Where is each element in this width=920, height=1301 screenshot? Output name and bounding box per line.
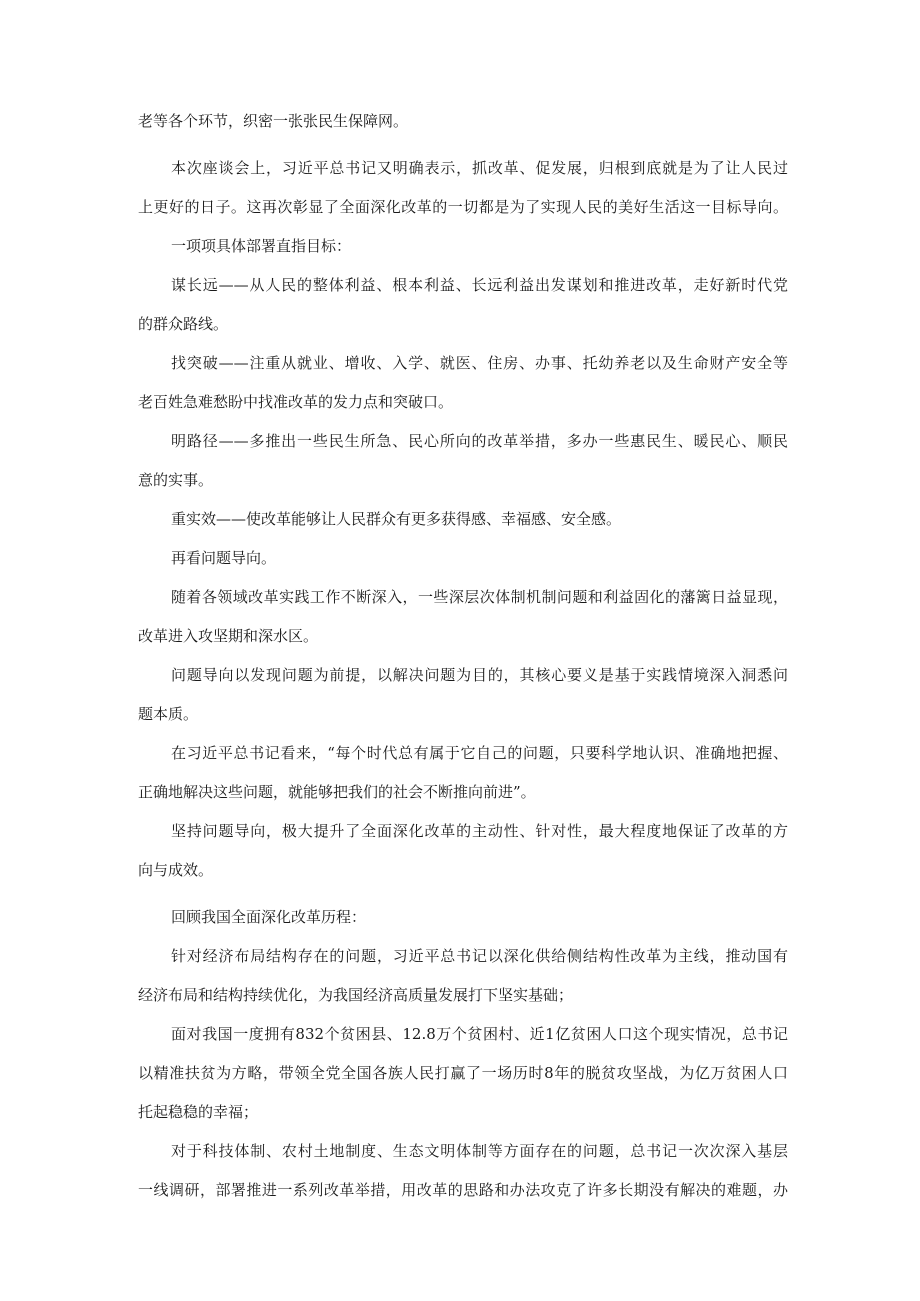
text-line: 意的实事。	[138, 471, 214, 489]
paragraph-first-line: 随着各领域改革实践工作不断深入，一些深层次体制机制问题和利益固化的藩篱日益显现，	[171, 588, 788, 606]
text-line: 的群众路线。	[138, 315, 229, 333]
text-line: 托起稳稳的幸福；	[138, 1103, 259, 1121]
paragraph-first-line: 本次座谈会上，习近平总书记又明确表示，抓改革、促发展，归根到底就是为了让人民过	[171, 159, 788, 177]
text-line: 正确地解决这些问题，就能够把我们的社会不断推向前进”。	[138, 783, 536, 801]
text-line: 改革进入攻坚期和深水区。	[138, 627, 319, 645]
text-line: 经济布局和结构持续优化，为我国经济高质量发展打下坚实基础；	[138, 986, 574, 1004]
paragraph-first-line: 问题导向以发现问题为前提，以解决问题为目的，其核心要义是基于实践情境深入洞悉问	[171, 666, 788, 684]
paragraph-first-line: 再看问题导向。	[171, 549, 277, 567]
text-line: 以精准扶贫为方略，带领全党全国各族人民打赢了一场历时8年的脱贫攻坚战，为亿万贫困人口	[138, 1064, 788, 1082]
text-line: 老百姓急难愁盼中找准改革的发力点和突破口。	[138, 393, 454, 411]
paragraph-first-line: 在习近平总书记看来，“每个时代总有属于它自己的问题，只要科学地认识、准确地把握、	[171, 744, 788, 762]
paragraph-first-line: 面对我国一度拥有832个贫困县、12.8万个贫困村、近1亿贫困人口这个现实情况，总书记	[171, 1025, 788, 1043]
paragraph-first-line: 一项项具体部署直指目标：	[171, 237, 352, 255]
text-line: 向与成效。	[138, 861, 214, 879]
text-line: 一线调研，部署推进一系列改革举措，用改革的思路和办法攻克了许多长期没有解决的难题，办	[138, 1181, 788, 1199]
paragraph-first-line: 明路径——多推出一些民生所急、民心所向的改革举措，多办一些惠民生、暖民心、顺民	[171, 432, 788, 450]
paragraph-first-line: 重实效——使改革能够让人民群众有更多获得感、幸福感、安全感。	[171, 510, 622, 528]
paragraph-first-line: 对于科技体制、农村土地制度、生态文明体制等方面存在的问题，总书记一次次深入基层	[171, 1142, 788, 1160]
paragraph-first-line: 谋长远——从人民的整体利益、根本利益、长远利益出发谋划和推进改革，走好新时代党	[171, 276, 788, 294]
text-line: 题本质。	[138, 705, 199, 723]
paragraph-first-line: 坚持问题导向，极大提升了全面深化改革的主动性、针对性，最大程度地保证了改革的方	[171, 822, 788, 840]
text-line: 老等各个环节，织密一张张民生保障网。	[138, 112, 409, 130]
text-line: 上更好的日子。这再次彰显了全面深化改革的一切都是为了实现人民的美好生活这一目标导向。	[138, 198, 788, 216]
paragraph-first-line: 回顾我国全面深化改革历程：	[171, 908, 367, 926]
paragraph-first-line: 找突破——注重从就业、增收、入学、就医、住房、办事、托幼养老以及生命财产安全等	[171, 354, 788, 372]
paragraph-first-line: 针对经济布局结构存在的问题，习近平总书记以深化供给侧结构性改革为主线，推动国有	[171, 947, 788, 965]
